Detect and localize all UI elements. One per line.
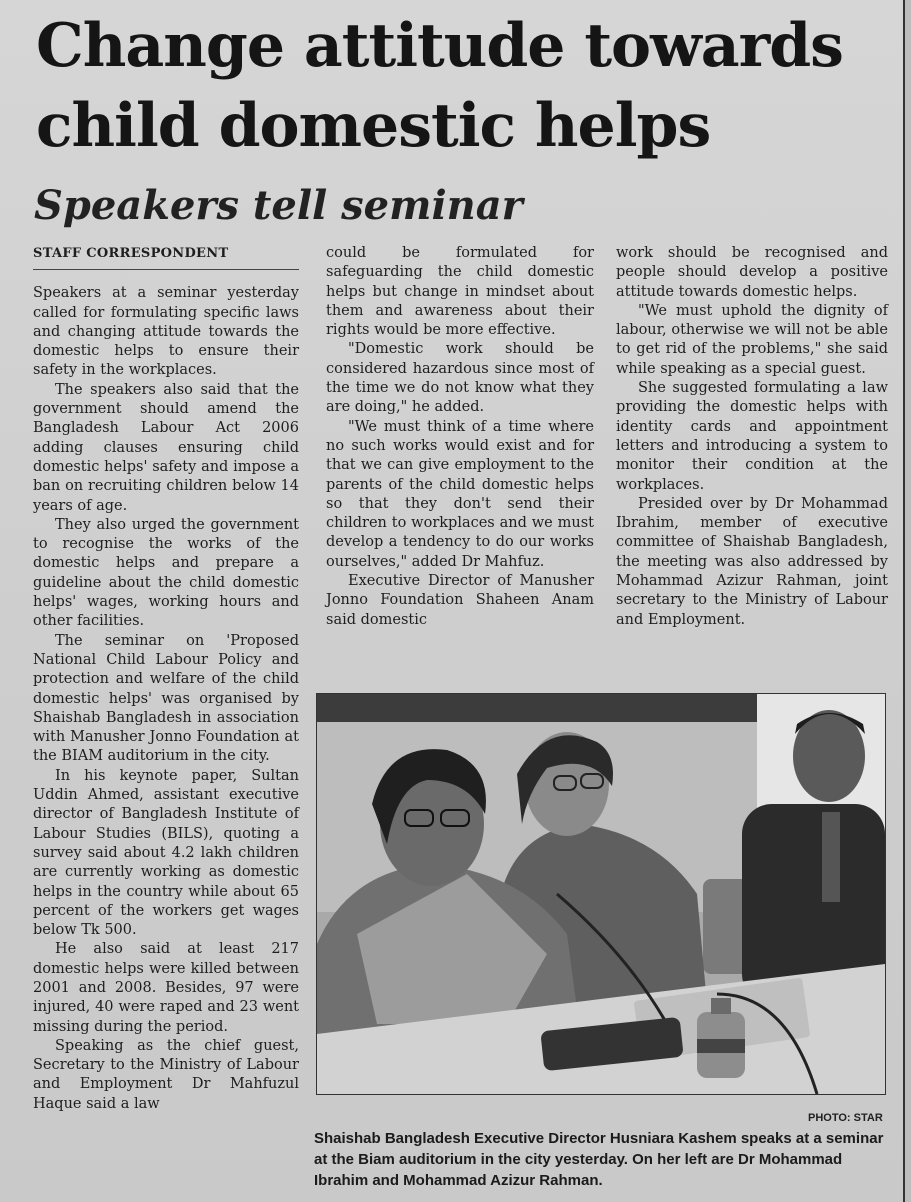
headline: Change attitude towards child domestic helps: [36, 11, 843, 161]
paragraph: "We must uphold the dignity of labour, otherwise we will not be able to get rid of the problems," she said while speaking as a special guest.: [616, 302, 888, 377]
article-column-3: [616, 244, 888, 630]
article-column-1: [33, 244, 299, 1114]
subheadline: Speakers tell seminar: [34, 182, 523, 229]
photo-caption: Shaishab Bangladesh Executive Director Husniara Kashem speaks at a seminar at the Biam auditorium in the city yesterday. On her left are Dr Mohammad Ibrahim and Mohammad Azizur Rahman.: [314, 1130, 884, 1189]
paragraph: "Domestic work should be considered hazardous since most of the time we do not know what they are doing," he added.: [326, 341, 594, 416]
paragraph: Executive Director of Manusher Jonno Foundation Shaheen Anam said domestic: [326, 573, 594, 628]
paragraph: Speaking as the chief guest, Secretary to the Ministry of Labour and Employment Dr Mahfuzul Haque said a law: [33, 1037, 299, 1112]
article-column-2: [326, 244, 594, 630]
page-edge: [903, 0, 911, 1202]
paragraph: Speakers at a seminar yesterday called for formulating specific laws and changing attitude towards the domestic helps to ensure their safety in the workplaces.: [33, 285, 299, 379]
paragraph: In his keynote paper, Sultan Uddin Ahmed, assistant executive director of Bangladesh Institute of Labour Studies (BILS), quoting a survey said about 4.2 lakh children are currently working as domestic helps in the country while about 65 percent of the workers get wages below Tk 500.: [33, 767, 299, 939]
paragraph: They also urged the government to recognise the works of the domestic helps and prepare a guideline about the child domestic helps' wages, working hours and other facilities.: [33, 516, 299, 630]
paragraph: The speakers also said that the government should amend the Bangladesh Labour Act 2006 adding clauses ensuring child domestic helps' safety and impose a ban on recruiting children below 14 years of age.: [33, 381, 299, 514]
seminar-photo-illustration: [317, 694, 885, 1094]
paragraph: "We must think of a time where no such works would exist and for that we can give employment to the parents of the child domestic helps so that they don't send their children to workplaces and we must develop a tendency to do our works ourselves," added Dr Mahfuz.: [326, 418, 594, 570]
paragraph: She suggested formulating a law providing the domestic helps with identity cards and appointment letters and introducing a system to monitor their condition at the workplaces.: [616, 380, 888, 493]
paragraph: He also said at least 217 domestic helps were killed between 2001 and 2008. Besides, 97 were injured, 40 were raped and 23 went missing during the period.: [33, 941, 299, 1035]
paragraph: work should be recognised and people should develop a positive attitude towards domestic helps.: [616, 245, 888, 300]
paragraph: The seminar on 'Proposed National Child Labour Policy and protection and welfare of the child domestic helps' was organised by Shaishab Bangladesh in association with Manusher Jonno Foundation at the BIAM auditorium in the city.: [33, 632, 299, 765]
byline: STAFF CORRESPONDENT: [33, 244, 299, 270]
paragraph: could be formulated for safeguarding the child domestic helps but change in mindset about them and awareness about their rights would be more effective.: [326, 245, 594, 339]
photo-credit: PHOTO: STAR: [808, 1112, 883, 1124]
seminar-photo: [316, 693, 886, 1095]
paragraph: Presided over by Dr Mohammad Ibrahim, member of executive committee of Shaishab Bangladesh, the meeting was also addressed by Mohammad Azizur Rahman, joint secretary to the Ministry of Labour and Employment.: [616, 495, 888, 628]
